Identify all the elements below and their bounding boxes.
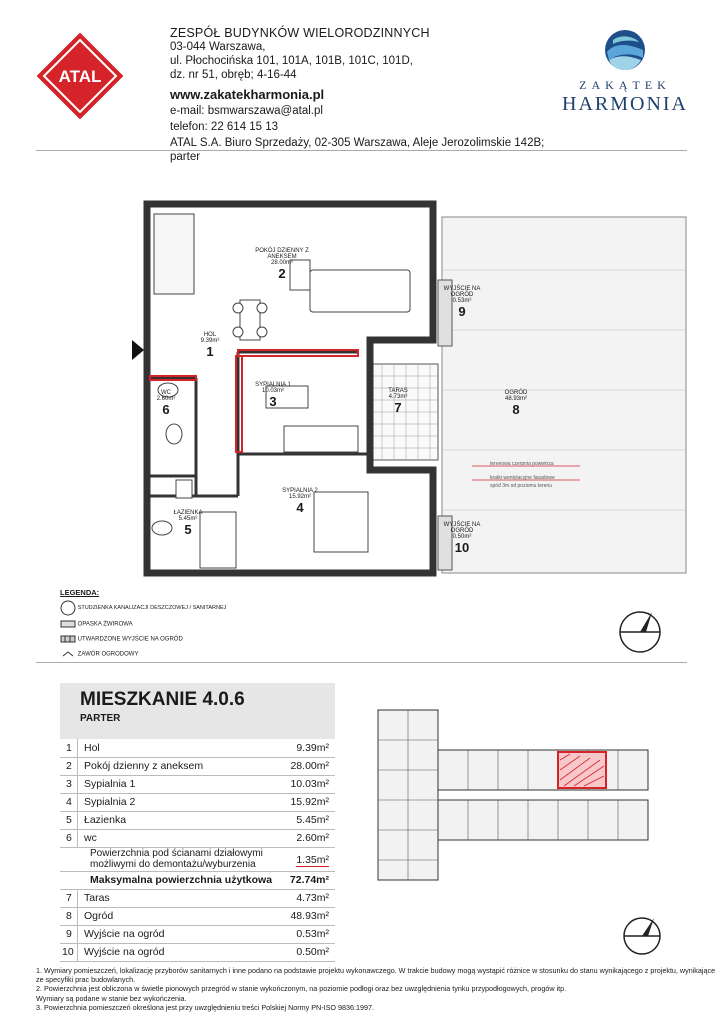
room-number: 3 — [269, 394, 277, 409]
footnote: Wymiary są podane w stanie bez wykończenia. — [36, 993, 187, 1003]
room-area: 10.03m² — [261, 388, 284, 394]
room-name: WYJŚCIE NA OGRÓD — [443, 286, 481, 298]
paving-icon — [60, 635, 76, 643]
table-row: 2 Pokój dzienny z aneksem 28.00m² — [60, 757, 335, 776]
room-number: 8 — [512, 402, 520, 417]
email-link[interactable]: e-mail: bsmwarszawa@atal.pl — [170, 105, 323, 117]
annotation: kratki wentylacyjne fasadowe — [490, 475, 555, 481]
brand-line-1: ZAKĄTEK — [579, 78, 671, 92]
legend-item — [60, 600, 228, 616]
phone-number: telefon: 22 614 15 13 — [170, 121, 279, 133]
apartment-table — [60, 683, 335, 999]
office-address: ATAL S.A. Biuro Sprzedaży, 02-305 Warszawa, Aleje Jerozolimskie 142B; parter — [170, 137, 545, 163]
table-row: 9 Wyjście na ogród 0.53m² — [60, 925, 335, 944]
room-number: 2 — [278, 266, 286, 281]
website-link[interactable]: www.zakatekharmonia.pl — [170, 87, 325, 102]
max-area-value: 72.74m² — [289, 874, 329, 886]
legend-label: OPASKA ŻWIROWA — [77, 621, 133, 628]
table-row: 8 Ogród 48.93m² — [60, 907, 335, 926]
partition-row — [60, 847, 335, 872]
legend-title: LEGENDA: — [60, 588, 100, 597]
room-number: 6 — [162, 402, 170, 417]
room-name: POKÓJ DZIENNY Z ANEKSEM — [255, 248, 309, 260]
footnote: 1. Wymiary pomieszczeń, lokalizację przyborów sanitarnych i inne podano na podstawie projektu wykonawczego. W trakcie budowy mogą wystąpić różnice w stosunku do stanu wynikającego z projektu, wynikające ze specyfiki prac budowlanych. — [36, 966, 716, 985]
room-label-wc — [152, 390, 180, 417]
manhole-icon — [60, 600, 76, 616]
table-row: 6 wc 2.60m² — [60, 829, 335, 848]
legend — [60, 588, 227, 658]
room-label-exit-10 — [440, 522, 484, 555]
section-divider — [36, 662, 687, 663]
footnote: 3. Powierzchnia pomieszczeń określona jest przy uwzględnieniu treści Polskiej Normy PN-ISO 9836:1997. — [36, 1002, 374, 1012]
highlighted-apartment — [558, 752, 606, 788]
north-arrow-small-icon — [620, 914, 664, 958]
room-area: 15.92m² — [288, 494, 311, 500]
table-row: 10 Wyjście na ogród 0.50m² — [60, 943, 335, 962]
project-title: ZESPÓŁ BUDYNKÓW WIELORODZINNYCH — [170, 26, 430, 40]
apartment-floor: PARTER — [80, 713, 121, 724]
table-row: 3 Sypialnia 1 10.03m² — [60, 775, 335, 794]
annotation: terenowa czerpnia powietrza — [490, 461, 554, 467]
brand-line-2: HARMONIA — [562, 93, 688, 115]
room-area: 28.00m² — [270, 260, 293, 266]
room-number: 10 — [454, 540, 470, 555]
ventilation-notes — [490, 460, 555, 490]
room-name: TARAS — [388, 388, 408, 394]
table-row: 1 Hol 9.39m² — [60, 739, 335, 758]
room-label-terrace — [376, 388, 420, 415]
legend-item — [60, 650, 138, 658]
valve-icon — [60, 650, 76, 658]
developer-info — [170, 26, 550, 164]
room-name: SYPIALNIA 1 — [255, 382, 291, 388]
legend-item — [60, 635, 183, 643]
address-line-1: 03-044 Warszawa, — [170, 41, 266, 53]
room-number: 4 — [296, 500, 304, 515]
room-label-bedroom-1 — [248, 382, 298, 409]
room-label-hall — [190, 332, 230, 359]
legend-label: STUDZIENKA KANALIZACJI DESZCZOWEJ / SANITARNEJ — [77, 605, 227, 611]
address-line-3: dz. nr 51, obręb; 4-16-44 — [170, 69, 297, 81]
table-row: 7 Taras 4.73m² — [60, 889, 335, 908]
building-key-plan — [368, 690, 668, 900]
annotation: spód 3m od poziomu terenu — [490, 483, 552, 489]
room-area: 4.73m² — [388, 394, 408, 400]
room-number: 7 — [394, 400, 402, 415]
room-area: 0.50m² — [452, 534, 472, 540]
svg-text:ATAL: ATAL — [58, 67, 102, 86]
room-label-bedroom-2 — [270, 488, 330, 515]
table-row: 4 Sypialnia 2 15.92m² — [60, 793, 335, 812]
room-name: SYPIALNIA 2 — [282, 488, 318, 494]
footnotes — [36, 966, 716, 1012]
max-area-row — [60, 871, 335, 890]
table-row: 5 Łazienka 5.45m² — [60, 811, 335, 830]
apartment-title: MIESZKANIE 4.0.6 — [80, 689, 245, 710]
atal-logo — [36, 32, 124, 120]
room-area: 0.53m² — [452, 298, 472, 304]
room-number: 5 — [184, 522, 192, 537]
room-area: 48.93m² — [504, 396, 527, 402]
north-arrow-icon — [616, 608, 664, 656]
footnote: 2. Powierzchnia jest obliczona w świetle pionowych przegród w stanie wykończonym, na poziomie podłogi oraz bez uwzględnienia tynku przypodłogowych, progów itp. — [36, 984, 567, 994]
room-name: ŁAZIENKA — [173, 510, 203, 516]
room-label-garden — [494, 390, 538, 417]
gravel-icon — [60, 620, 76, 628]
apartment-header — [60, 683, 335, 739]
room-area: 2.60m² — [156, 396, 176, 402]
room-area: 9.39m² — [200, 338, 220, 344]
room-label-living — [242, 248, 322, 281]
legend-item — [60, 620, 133, 628]
address-line-2: ul. Płochocińska 101, 101A, 101B, 101C, 101D, — [170, 55, 413, 67]
partition-note: Powierzchnia pod ścianami działowymi możliwymi do demontażu/wyburzenia — [90, 848, 263, 870]
room-label-bathroom — [166, 510, 210, 537]
harmonia-emblem-icon — [603, 28, 647, 72]
partition-area: 1.35m² — [296, 854, 329, 866]
max-area-label: Maksymalna powierzchnia użytkowa — [90, 874, 273, 886]
room-name: WC — [161, 390, 171, 396]
room-number: 9 — [458, 304, 466, 319]
header-divider — [36, 150, 687, 151]
legend-label: ZAWÓR OGRODOWY — [77, 651, 139, 658]
room-name: WYJŚCIE NA OGRÓD — [443, 522, 481, 534]
room-rows — [60, 739, 335, 999]
room-area: 5.45m² — [178, 516, 198, 522]
brand-logo — [555, 28, 695, 118]
legend-label: UTWARDZONE WYJŚCIE NA OGRÓD — [77, 636, 183, 643]
room-number: 1 — [206, 344, 214, 359]
room-name: HOL — [203, 332, 217, 338]
room-label-exit-9 — [440, 286, 484, 319]
room-name: OGRÓD — [504, 390, 528, 396]
